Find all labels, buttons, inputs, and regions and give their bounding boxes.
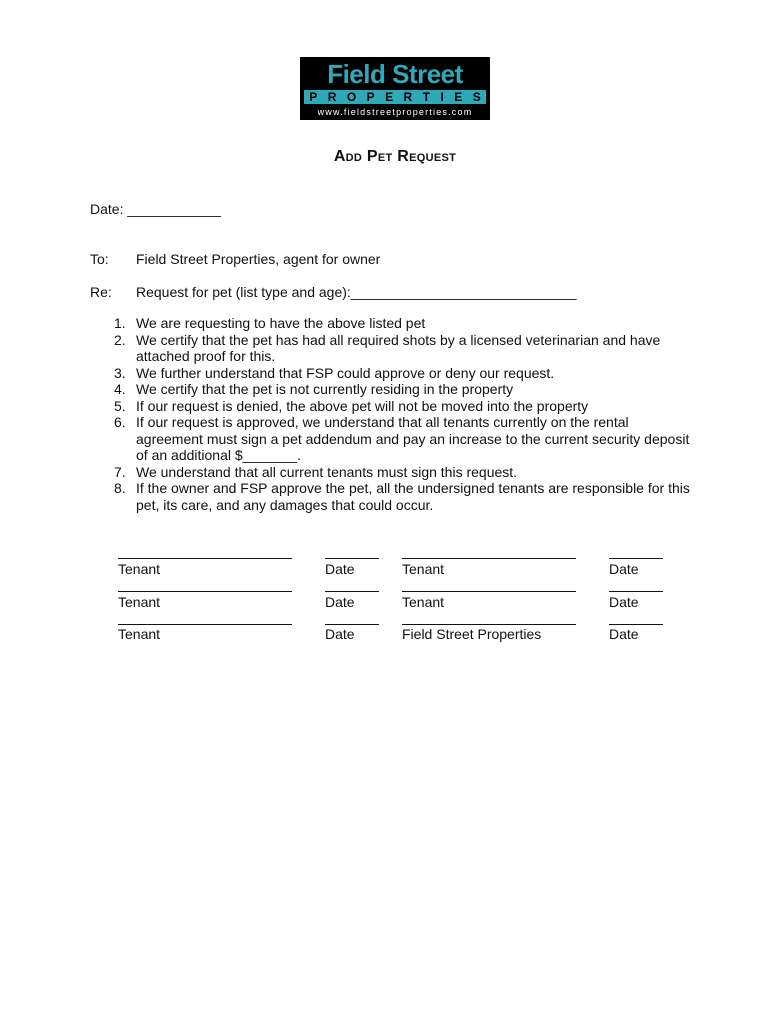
signature-label: Tenant	[402, 561, 445, 577]
company-logo	[300, 57, 490, 120]
list-item	[114, 480, 694, 513]
list-item	[114, 381, 694, 398]
fsp-signature-line[interactable]	[402, 624, 576, 625]
date-signature-line[interactable]	[325, 624, 379, 625]
tenant-signature-line[interactable]	[402, 591, 576, 592]
logo-letter: E	[454, 90, 463, 104]
terms-list	[114, 315, 694, 513]
list-item	[114, 398, 694, 415]
logo-letter: I	[440, 90, 444, 104]
list-item	[114, 365, 694, 382]
logo-letter: O	[346, 90, 357, 104]
logo-wordmark: Field Street	[327, 59, 463, 89]
list-item-number: 2.	[114, 331, 126, 348]
re-label: Re:	[90, 284, 112, 300]
tenant-signature-line[interactable]	[118, 591, 292, 592]
list-item-text: We certify that the pet has had all required shots by a licensed veterinarian and have attached proof for this.	[136, 331, 661, 364]
list-item-text: We further understand that FSP could approve or deny our request.	[136, 364, 555, 381]
signature-date-label: Date	[325, 561, 355, 577]
list-item	[114, 414, 694, 464]
list-item-text: If our request is approved, we understand that all tenants currently on the rental agreement must sign a pet addendum and pay an increase to the current security deposit of an additional $_______.	[136, 414, 690, 463]
signature-date-label: Date	[609, 594, 639, 610]
signature-date-label: Date	[609, 561, 639, 577]
list-item-number: 7.	[114, 463, 126, 480]
tenant-signature-line[interactable]	[402, 558, 576, 559]
list-item-number: 6.	[114, 414, 126, 430]
tenant-signature-line[interactable]	[118, 558, 292, 559]
list-item-text: If the owner and FSP approve the pet, all the undersigned tenants are responsible for this pet, its care, and any damages that could occur.	[136, 480, 690, 513]
signature-label: Tenant	[118, 626, 161, 642]
list-item-text: We certify that the pet is not currently residing in the property	[136, 381, 514, 397]
list-item-text: We are requesting to have the above listed pet	[136, 315, 426, 331]
signature-date-label: Date	[325, 594, 355, 610]
to-value: Field Street Properties, agent for owner	[136, 251, 381, 267]
list-item-number: 5.	[114, 397, 126, 414]
date-signature-line[interactable]	[325, 558, 379, 559]
to-label: To:	[90, 251, 109, 267]
logo-letter: R	[327, 90, 337, 104]
list-item	[114, 332, 694, 365]
document-title: Add Pet Request	[333, 148, 457, 165]
list-item-number: 8.	[114, 480, 126, 496]
logo-letter: S	[472, 90, 481, 104]
tenant-signature-line[interactable]	[118, 624, 292, 625]
date-signature-line[interactable]	[609, 624, 663, 625]
date-signature-line[interactable]	[609, 558, 663, 559]
list-item-number: 3.	[114, 364, 126, 381]
logo-letter: R	[403, 90, 413, 104]
signature-date-label: Date	[609, 626, 639, 642]
signature-label: Tenant	[402, 594, 445, 610]
list-item	[114, 315, 694, 332]
list-item	[114, 464, 694, 481]
list-item-number: 1.	[114, 315, 126, 331]
list-item-text: If our request is denied, the above pet will not be moved into the property	[136, 397, 589, 414]
signature-label: Tenant	[118, 594, 161, 610]
logo-letter: P	[309, 90, 318, 104]
logo-letter: E	[385, 90, 394, 104]
logo-url: www.fieldstreetproperties.com	[317, 107, 473, 117]
logo-letter: P	[366, 90, 375, 104]
date-signature-line[interactable]	[609, 591, 663, 592]
date-field: Date: ____________	[90, 201, 221, 217]
re-value: Request for pet (list type and age):_____________________________	[136, 284, 577, 300]
logo-properties-strip	[304, 90, 486, 104]
logo-letter: T	[422, 90, 431, 104]
date-signature-line[interactable]	[325, 591, 379, 592]
signature-date-label: Date	[325, 626, 355, 642]
list-item-text: We understand that all current tenants must sign this request.	[136, 463, 518, 480]
signature-label: Field Street Properties	[402, 626, 542, 642]
list-item-number: 4.	[114, 381, 126, 397]
signature-label: Tenant	[118, 561, 161, 577]
